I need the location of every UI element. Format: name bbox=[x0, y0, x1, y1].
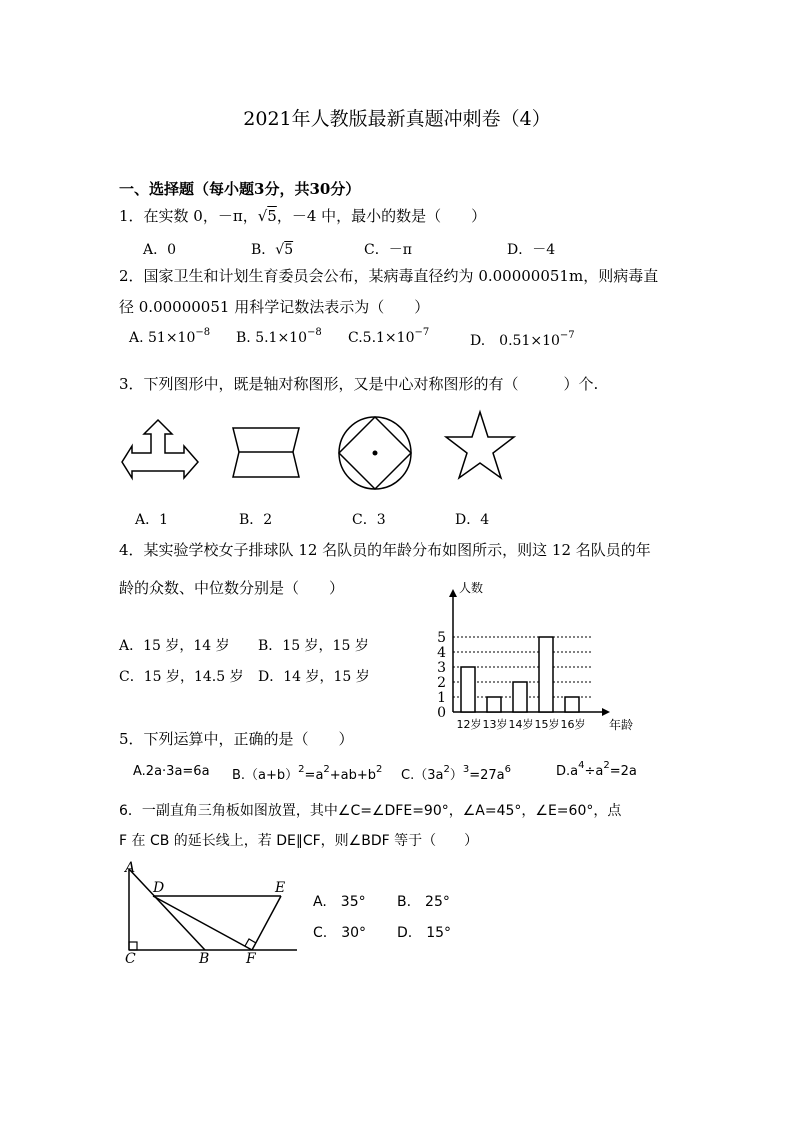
q1-option-c: C．－π bbox=[364, 242, 412, 258]
q5-c-mid2: =27a bbox=[469, 768, 505, 783]
q2-option-a-exp: −8 bbox=[195, 327, 211, 338]
section-heading: 一、选择题（每小题3分，共30分） bbox=[119, 180, 361, 198]
q2-option-d-base: D. 0.51×10 bbox=[470, 333, 560, 349]
q5-b-mid2: +ab+b bbox=[329, 768, 377, 783]
q2-option-b-base: B. 5.1×10 bbox=[236, 330, 307, 346]
x-tick-label: 13岁 bbox=[482, 718, 508, 731]
q3-option-a: A．1 bbox=[135, 512, 169, 528]
q5-d-pre: D.a bbox=[556, 764, 579, 779]
q5-b-exp1: 2 bbox=[298, 764, 305, 775]
x-tick-label: 12岁 bbox=[456, 718, 482, 731]
q4-line1: 4．某实验学校女子排球队 12 名队员的年龄分布如图所示，则这 12 名队员的年 bbox=[119, 541, 651, 559]
q5-b-pre: B.（a+b） bbox=[232, 768, 299, 783]
q6-line1: 6．一副直角三角板如图放置，其中∠C=∠DFE=90°，∠A=45°，∠E=60°，点 bbox=[119, 803, 622, 819]
q5-c-exp1: 2 bbox=[443, 764, 450, 775]
q5-d-mid: ÷a bbox=[584, 764, 604, 779]
x-tick-label: 14岁 bbox=[508, 718, 534, 731]
x-tick-label: 16岁 bbox=[560, 718, 586, 731]
y-tick-label: 4 bbox=[437, 645, 446, 661]
q6-option-c: C. 30° bbox=[313, 925, 367, 941]
q1-option-d: D．－4 bbox=[507, 242, 556, 258]
chart-xlabel: 年龄 bbox=[609, 718, 634, 732]
y-tick-label: 0 bbox=[437, 705, 446, 721]
q1-stem-sqrt: 5 bbox=[267, 207, 277, 225]
q3-stem: 3．下列图形中，既是轴对称图形，又是中心对称图形的有（ ）个. bbox=[119, 375, 599, 393]
q5-b-exp2: 2 bbox=[323, 764, 330, 775]
point-f-label: F bbox=[246, 951, 256, 967]
q1-stem-post: ，－4 中，最小的数是（ ） bbox=[276, 207, 487, 225]
point-e-label: E bbox=[275, 880, 286, 896]
y-tick-label: 1 bbox=[437, 690, 446, 706]
q4-option-c: C．15 岁，14.5 岁 bbox=[119, 669, 244, 685]
q6-option-d: D. 15° bbox=[397, 925, 452, 941]
q5-b-mid: =a bbox=[304, 768, 324, 783]
q5-stem: 5．下列运算中，正确的是（ ） bbox=[119, 730, 354, 748]
q2-option-b-exp: −8 bbox=[307, 327, 322, 338]
sqrt-sign-icon: √ bbox=[275, 242, 285, 258]
y-tick-label: 5 bbox=[437, 630, 446, 646]
q1-option-b-sqrt: 5 bbox=[284, 242, 294, 258]
q1-option-b-pre: B． bbox=[251, 242, 276, 258]
q2-option-a-base: A. 51×10 bbox=[129, 330, 196, 346]
q2-line1: 2．国家卫生和计划生育委员会公布，某病毒直径约为 0.00000051m，则病毒直 bbox=[119, 267, 659, 285]
q5-d-post: =2a bbox=[609, 764, 637, 779]
point-c-label: C bbox=[125, 951, 136, 967]
q2-option-d-exp: −7 bbox=[559, 330, 575, 341]
q5-c-pre: C.（3a bbox=[401, 768, 444, 783]
page-title: 2021年人教版最新真题冲刺卷（4） bbox=[243, 108, 551, 130]
q4-option-b: B．15 岁，15 岁 bbox=[258, 638, 369, 654]
point-b-label: B bbox=[199, 951, 210, 967]
point-a-label: A bbox=[125, 860, 136, 876]
q2-option-c-base: C.5.1×10 bbox=[348, 330, 415, 346]
q4-option-a: A．15 岁，14 岁 bbox=[119, 638, 230, 654]
y-tick-label: 3 bbox=[437, 660, 446, 676]
q3-option-b: B．2 bbox=[239, 512, 273, 528]
q2-line2: 径 0.00000051 用科学记数法表示为（ ） bbox=[119, 298, 430, 316]
q3-option-d: D．4 bbox=[455, 512, 490, 528]
sqrt-sign-icon: √ bbox=[257, 207, 268, 225]
q4-line2: 龄的众数、中位数分别是（ ） bbox=[119, 579, 345, 597]
q5-b-exp3: 2 bbox=[376, 764, 383, 775]
q5-d-exp2: 2 bbox=[603, 760, 610, 771]
q6-option-b: B. 25° bbox=[397, 894, 450, 910]
q3-option-c: C．3 bbox=[352, 512, 386, 528]
q5-d-exp1: 4 bbox=[578, 760, 585, 771]
point-d-label: D bbox=[153, 880, 165, 896]
q1-stem-pre: 1．在实数 0，－π， bbox=[119, 207, 258, 225]
q1-option-a: A．0 bbox=[143, 242, 177, 258]
q5-c-exp2: 3 bbox=[462, 764, 470, 775]
chart-ylabel: 人数 bbox=[459, 581, 484, 595]
q5-option-a: A.2a·3a=6a bbox=[133, 764, 210, 779]
q6-option-a: A. 35° bbox=[313, 894, 366, 910]
q5-c-exp3: 6 bbox=[504, 764, 511, 775]
q4-option-d: D．14 岁，15 岁 bbox=[258, 669, 370, 685]
q2-option-c-exp: −7 bbox=[414, 327, 430, 338]
x-tick-label: 15岁 bbox=[534, 718, 560, 731]
q5-c-mid: ） bbox=[449, 768, 463, 783]
q6-line2: F 在 CB 的延长线上，若 DE∥CF，则∠BDF 等于（ ） bbox=[119, 833, 479, 849]
y-tick-label: 2 bbox=[437, 675, 446, 691]
